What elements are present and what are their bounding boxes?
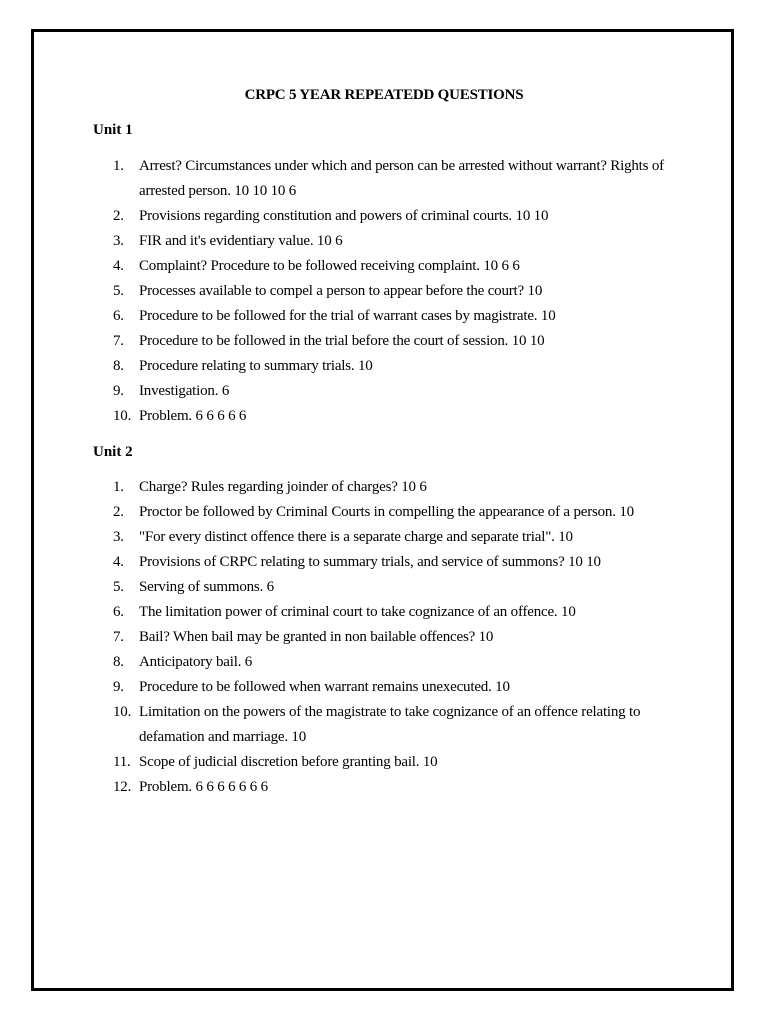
question-item (113, 475, 683, 500)
question-item (113, 775, 683, 800)
question-number: 7. (113, 629, 124, 645)
question-number: 2. (113, 504, 124, 520)
question-item (113, 575, 683, 600)
question-number: 4. (113, 258, 124, 274)
question-item (113, 650, 683, 675)
question-item (113, 379, 683, 404)
question-text: Procedure to be followed for the trial of warrant cases by magistrate. 10 (139, 308, 556, 324)
unit-2-question-list (113, 475, 683, 800)
unit-2-heading: Unit 2 (93, 444, 133, 460)
question-text: Bail? When bail may be granted in non bailable offences? 10 (139, 629, 494, 645)
question-item (113, 279, 683, 304)
question-number: 8. (113, 358, 124, 374)
question-text: Complaint? Procedure to be followed receiving complaint. 10 6 6 (139, 258, 520, 274)
question-text: Problem. 6 6 6 6 6 6 6 (139, 779, 268, 795)
question-number: 2. (113, 208, 124, 224)
unit-1-question-list (113, 154, 683, 429)
question-number: 8. (113, 654, 124, 670)
question-text: Arrest? Circumstances under which and person can be arrested without warrant? Rights of arrested person. 10 10 10 6 (139, 158, 664, 199)
question-text: Procedure relating to summary trials. 10 (139, 358, 373, 374)
question-number: 11. (113, 754, 131, 770)
question-item (113, 550, 683, 575)
question-item (113, 625, 683, 650)
question-number: 9. (113, 679, 124, 695)
unit-1-heading: Unit 1 (93, 122, 133, 138)
document-title: CRPC 5 YEAR REPEATEDD QUESTIONS (244, 87, 524, 103)
question-item (113, 600, 683, 625)
question-item (113, 675, 683, 700)
question-item (113, 500, 683, 525)
question-item (113, 354, 683, 379)
question-item (113, 404, 683, 429)
question-text: Scope of judicial discretion before granting bail. 10 (139, 754, 438, 770)
question-item (113, 254, 683, 279)
question-item (113, 154, 683, 204)
question-number: 10. (113, 704, 132, 720)
question-number: 1. (113, 158, 124, 174)
question-text: Proctor be followed by Criminal Courts in compelling the appearance of a person. 10 (139, 504, 634, 520)
question-number: 12. (113, 779, 132, 795)
question-number: 6. (113, 308, 124, 324)
question-text: Processes available to compel a person to appear before the court? 10 (139, 283, 543, 299)
question-number: 1. (113, 479, 124, 495)
question-number: 3. (113, 529, 124, 545)
question-text: Limitation on the powers of the magistrate to take cognizance of an offence relating to defamation and marriage. 10 (139, 704, 641, 745)
question-number: 5. (113, 579, 124, 595)
question-item (113, 204, 683, 229)
question-number: 6. (113, 604, 124, 620)
question-number: 5. (113, 283, 124, 299)
question-number: 10. (113, 408, 132, 424)
question-item (113, 229, 683, 254)
question-text: Procedure to be followed when warrant remains unexecuted. 10 (139, 679, 510, 695)
question-text: "For every distinct offence there is a separate charge and separate trial". 10 (139, 529, 573, 545)
question-number: 9. (113, 383, 124, 399)
question-text: The limitation power of criminal court to take cognizance of an offence. 10 (139, 604, 576, 620)
question-text: Problem. 6 6 6 6 6 (139, 408, 247, 424)
question-text: Anticipatory bail. 6 (139, 654, 253, 670)
question-item (113, 329, 683, 354)
question-text: Charge? Rules regarding joinder of charges? 10 6 (139, 479, 427, 495)
question-text: FIR and it's evidentiary value. 10 6 (139, 233, 343, 249)
question-text: Procedure to be followed in the trial before the court of session. 10 10 (139, 333, 545, 349)
question-item (113, 304, 683, 329)
question-item (113, 700, 683, 750)
question-text: Provisions regarding constitution and powers of criminal courts. 10 10 (139, 208, 549, 224)
question-number: 7. (113, 333, 124, 349)
question-text: Investigation. 6 (139, 383, 230, 399)
question-text: Provisions of CRPC relating to summary trials, and service of summons? 10 10 (139, 554, 601, 570)
question-item (113, 750, 683, 775)
question-number: 3. (113, 233, 124, 249)
question-text: Serving of summons. 6 (139, 579, 274, 595)
question-item (113, 525, 683, 550)
question-number: 4. (113, 554, 124, 570)
